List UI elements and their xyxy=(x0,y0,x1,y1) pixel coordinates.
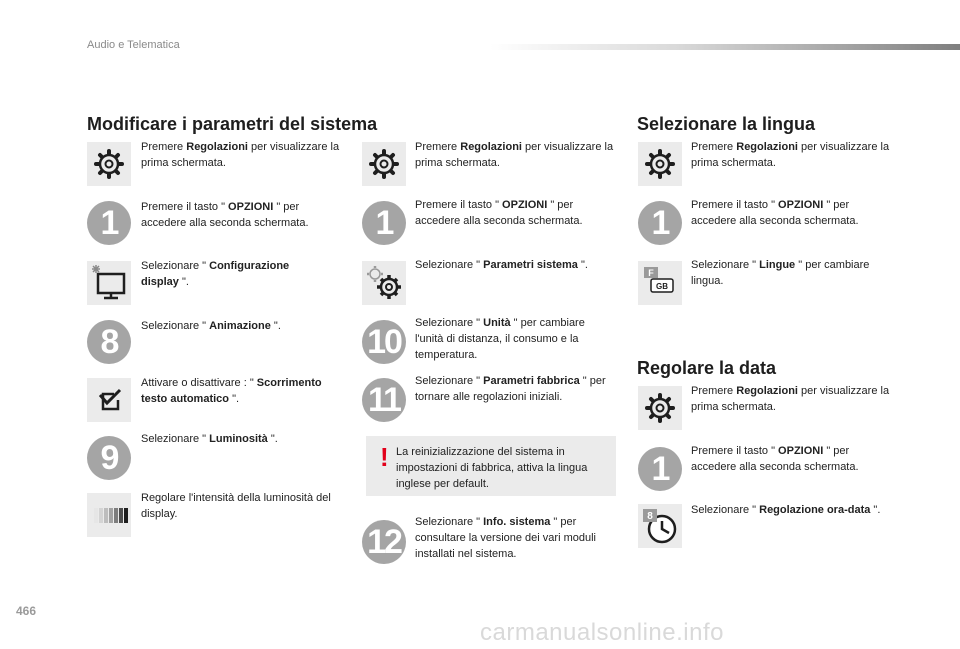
watermark: carmanualsonline.info xyxy=(480,619,724,646)
settings-gear-icon xyxy=(362,142,406,186)
page-number: 466 xyxy=(16,604,37,618)
step-text: Selezionare " Info. sistema " per consultare la versione dei vari moduli installati nel sistema. xyxy=(415,516,596,560)
settings-gear-icon xyxy=(638,142,682,186)
brightness-level-icon xyxy=(87,493,131,537)
step-text: Premere il tasto " OPZIONI " per accedere alla seconda schermata. xyxy=(415,199,583,227)
running-header: Audio e Telematica xyxy=(87,39,180,51)
step-text: Premere Regolazioni per visualizzare la prima schermata. xyxy=(691,141,890,169)
step-text: Premere Regolazioni per visualizzare la prima schermata. xyxy=(415,141,614,169)
step-badge: 12 xyxy=(362,520,406,564)
step-text: Selezionare " Animazione ". xyxy=(141,320,281,332)
step-badge: 9 xyxy=(87,436,131,480)
step-text: Premere Regolazioni per visualizzare la prima schermata. xyxy=(691,385,890,413)
flag-label-top: F xyxy=(648,268,654,278)
step-text: Selezionare " Luminosità ". xyxy=(141,433,278,445)
step-badge: 1 xyxy=(87,201,131,245)
step-text: Selezionare " Lingue " per cambiare lingua. xyxy=(691,259,870,287)
step-badge: 1 xyxy=(638,201,682,245)
step-text: Selezionare " Unità " per cambiare l'unità di distanza, il consumo e la temperatura. xyxy=(415,317,585,361)
section-title-system: Modificare i parametri del sistema xyxy=(87,114,378,134)
step-text: Attivare o disattivare : " Scorrimento testo automatico ". xyxy=(141,377,322,405)
step-badge: 11 xyxy=(362,378,406,422)
step-text: Premere il tasto " OPZIONI " per accedere alla seconda schermata. xyxy=(691,199,859,227)
step-text: Selezionare " Parametri sistema ". xyxy=(415,259,588,271)
section-title-language: Selezionare la lingua xyxy=(637,114,816,134)
system-settings-icon xyxy=(362,261,406,305)
step-text: Premere il tasto " OPZIONI " per accedere alla seconda schermata. xyxy=(141,201,309,229)
factory-reset-notice xyxy=(366,436,616,496)
step-text: Regolare l'intensità della luminosità del display. xyxy=(141,492,331,520)
language-flag-icon xyxy=(638,261,682,305)
step-text: Selezionare " Configurazione display ". xyxy=(141,260,290,288)
step-text: Selezionare " Regolazione ora-data ". xyxy=(691,504,881,516)
step-text: Premere il tasto " OPZIONI " per accedere alla seconda schermata. xyxy=(691,445,859,473)
flag-label-bottom: GB xyxy=(656,282,668,291)
calendar-day-label: 8 xyxy=(647,511,653,522)
step-badge: 1 xyxy=(638,447,682,491)
clock-calendar-icon xyxy=(638,504,682,548)
settings-gear-icon xyxy=(87,142,131,186)
warning-icon: ! xyxy=(380,442,389,472)
step-badge: 8 xyxy=(87,320,131,364)
section-title-date: Regolare la data xyxy=(637,358,777,378)
notice-text: La reinizializzazione del sistema in impostazioni di fabbrica, attiva la lingua inglese per default. xyxy=(396,446,588,490)
step-text: Selezionare " Parametri fabbrica " per tornare alle regolazioni iniziali. xyxy=(415,375,606,403)
step-badge: 1 xyxy=(362,201,406,245)
display-settings-icon xyxy=(87,261,131,305)
header-rule xyxy=(490,44,960,50)
checkbox-icon xyxy=(87,378,131,422)
settings-gear-icon xyxy=(638,386,682,430)
step-badge: 10 xyxy=(362,320,406,364)
step-text: Premere Regolazioni per visualizzare la prima schermata. xyxy=(141,141,340,169)
